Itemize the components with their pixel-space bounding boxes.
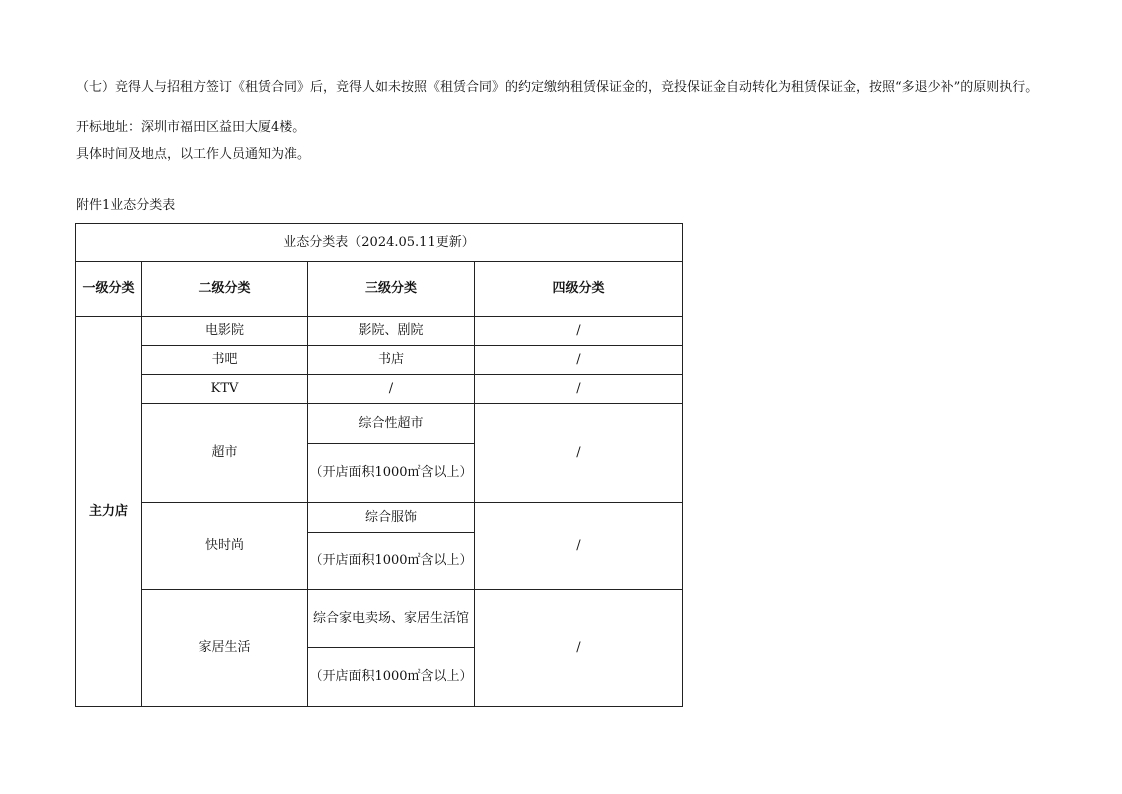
supermarket-area-note: （开店面积1000㎡含以上） xyxy=(308,444,475,503)
cinema-l2: 电影院 xyxy=(142,317,308,346)
table-row xyxy=(76,375,683,404)
header-level3: 三级分类 xyxy=(308,262,475,317)
fastfashion-area-note: （开店面积1000㎡含以上） xyxy=(308,533,475,590)
table-row xyxy=(76,503,683,533)
table-row xyxy=(76,404,683,444)
fastfashion-l2: 快时尚 xyxy=(142,503,308,590)
header-level1: 一级分类 xyxy=(76,262,142,317)
fastfashion-l3: 综合服饰 xyxy=(308,503,475,533)
ktv-l4: / xyxy=(475,375,683,404)
level1-anchor-store: 主力店 xyxy=(76,317,142,707)
bid-opening-address: 开标地址：深圳市福田区益田大厦4楼。 xyxy=(76,120,306,135)
ktv-l2: KTV xyxy=(142,375,308,404)
bookbar-l2: 书吧 xyxy=(142,346,308,375)
table-title: 业态分类表（2024.05.11更新） xyxy=(76,224,683,262)
homeliving-l3: 综合家电卖场、家居生活馆 xyxy=(308,590,475,648)
bookbar-l3: 书店 xyxy=(308,346,475,375)
time-location-note: 具体时间及地点，以工作人员通知为准。 xyxy=(76,147,311,162)
bookbar-l4: / xyxy=(475,346,683,375)
table-row xyxy=(76,346,683,375)
attachment-caption: 附件1业态分类表 xyxy=(76,198,176,213)
supermarket-l3: 综合性超市 xyxy=(308,404,475,444)
table-row xyxy=(76,317,683,346)
homeliving-l4: / xyxy=(475,590,683,707)
fastfashion-l4: / xyxy=(475,503,683,590)
table-header-row xyxy=(76,262,683,317)
clause-seven-paragraph: （七）竞得人与招租方签订《租赁合同》后，竞得人如未按照《租赁合同》的约定缴纳租赁保证金的，竞投保证金自动转化为租赁保证金，按照“多退少补”的原则执行。 xyxy=(76,80,1039,95)
ktv-l3: / xyxy=(308,375,475,404)
cinema-l4: / xyxy=(475,317,683,346)
homeliving-l2: 家居生活 xyxy=(142,590,308,707)
business-type-table xyxy=(75,223,683,707)
supermarket-l4: / xyxy=(475,404,683,503)
table-row xyxy=(76,590,683,648)
supermarket-l2: 超市 xyxy=(142,404,308,503)
homeliving-area-note: （开店面积1000㎡含以上） xyxy=(308,648,475,707)
cinema-l3: 影院、剧院 xyxy=(308,317,475,346)
header-level2: 二级分类 xyxy=(142,262,308,317)
header-level4: 四级分类 xyxy=(475,262,683,317)
